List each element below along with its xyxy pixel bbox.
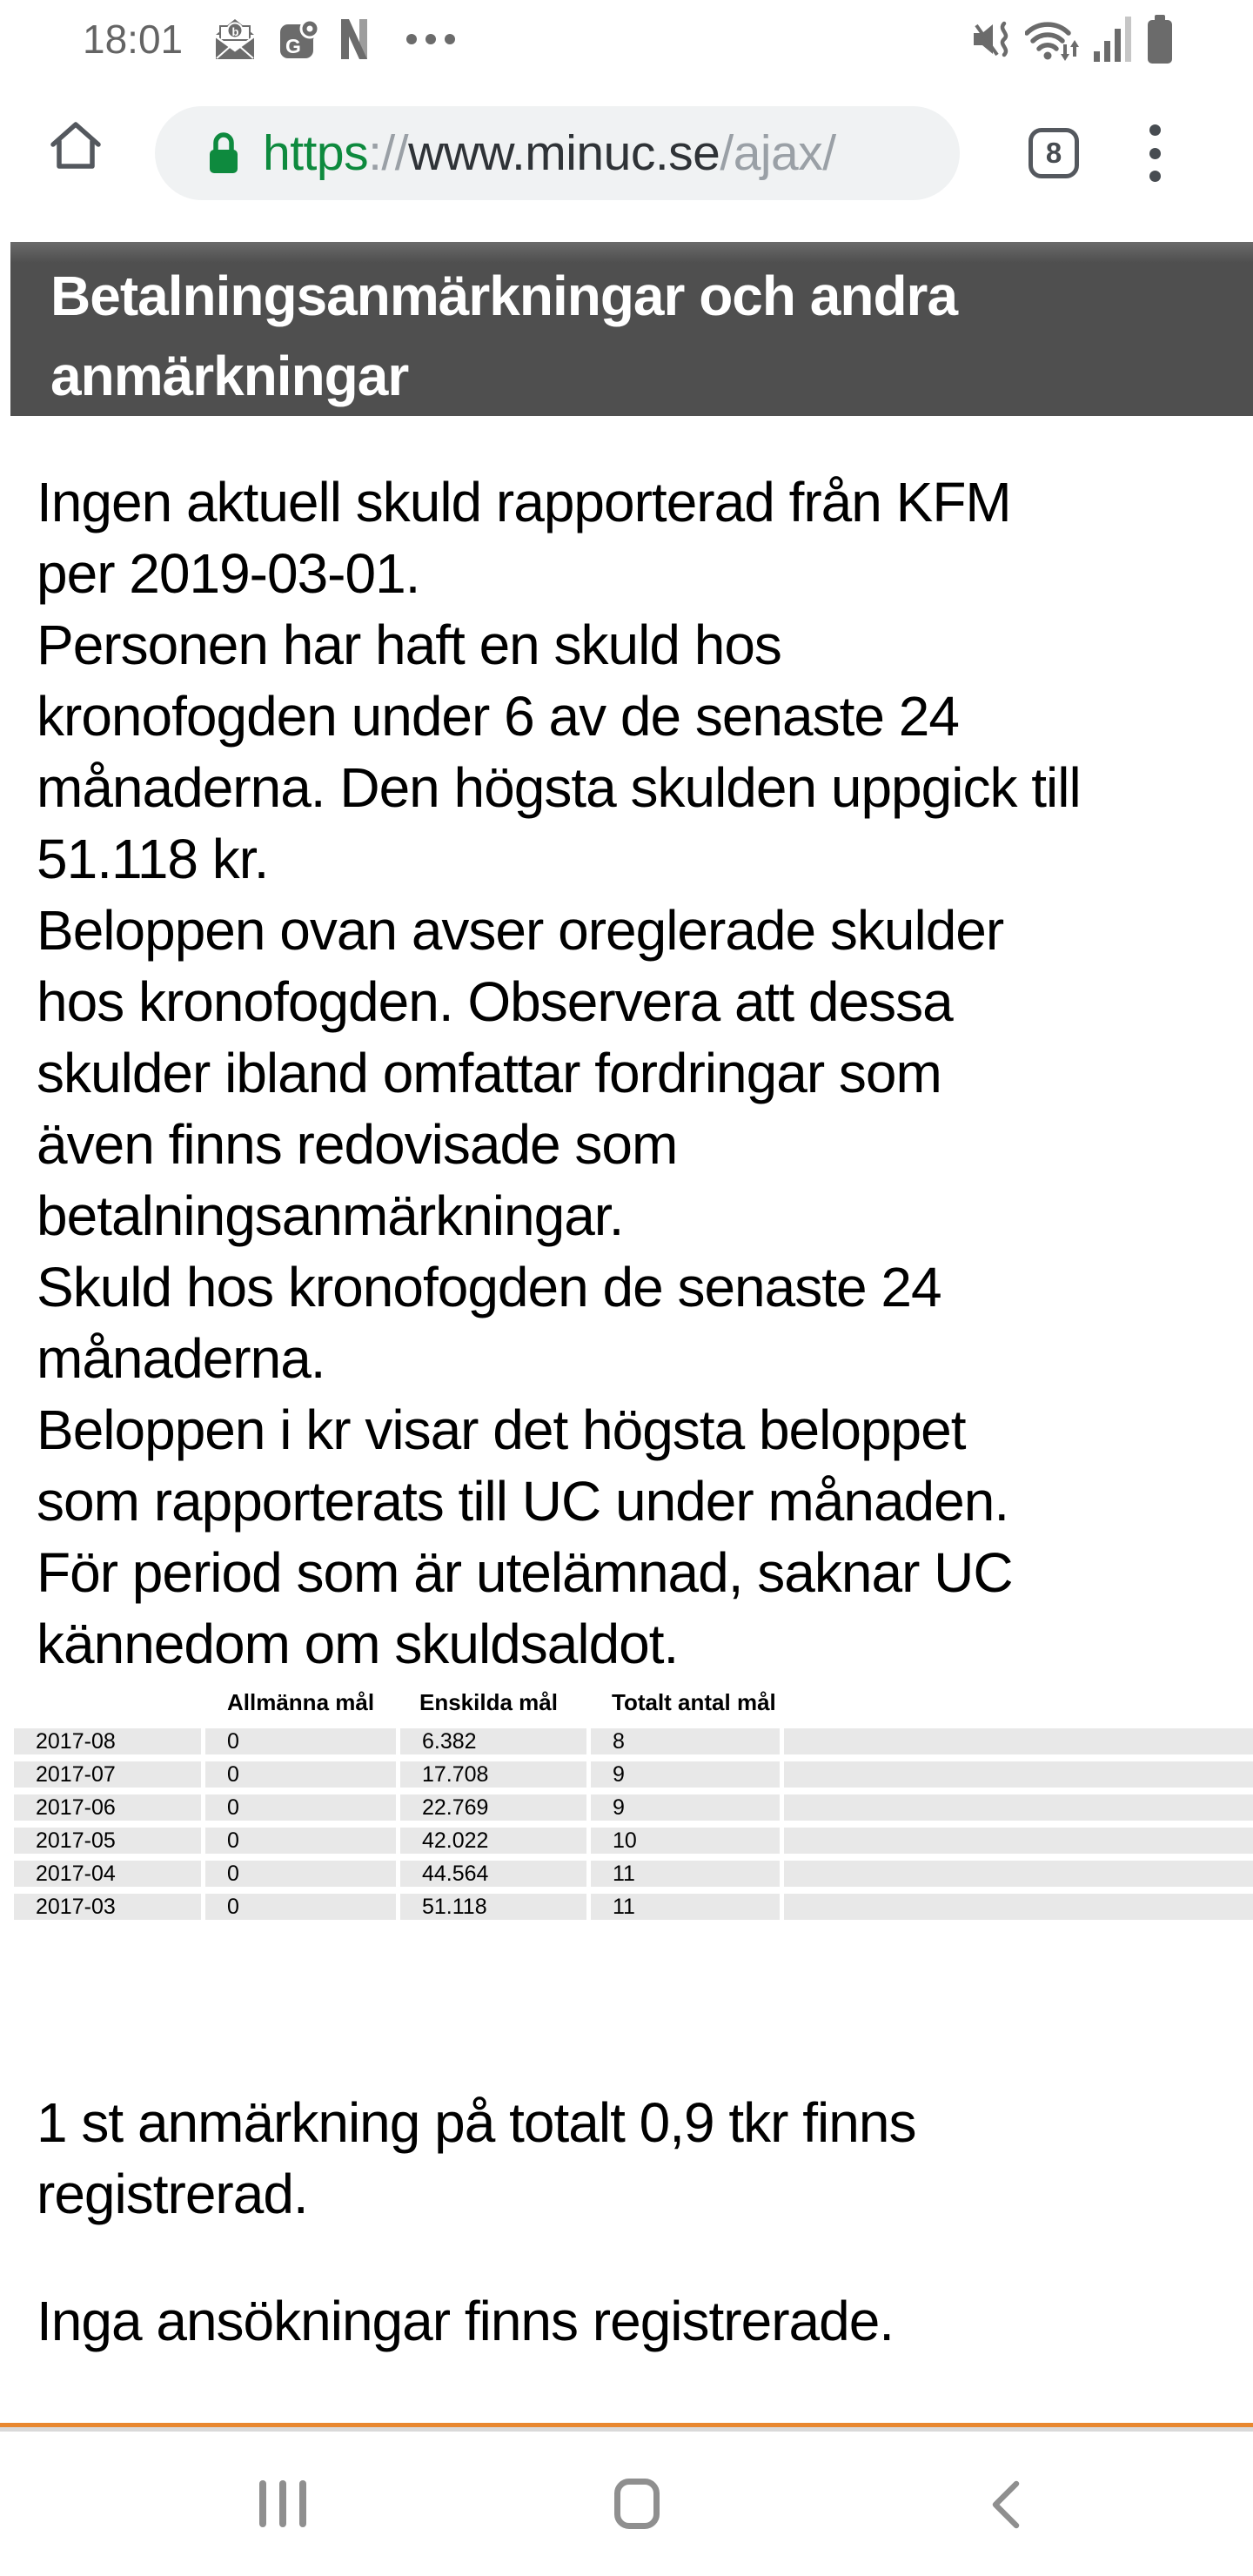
cell-totalt: 9 bbox=[591, 1761, 780, 1788]
report-line: För period som är utelämnad, saknar UC bbox=[37, 1541, 1013, 1604]
menu-dot bbox=[1149, 171, 1161, 182]
table-row bbox=[14, 1761, 1253, 1788]
url-path: /ajax/ bbox=[720, 125, 836, 181]
applications-summary bbox=[37, 2285, 894, 2357]
report-line: som rapporterats till UC under månaden. bbox=[37, 1470, 1009, 1533]
table-row bbox=[14, 1894, 1253, 1920]
cell-filler bbox=[784, 1861, 1253, 1887]
column-header: Totalt antal mål bbox=[612, 1689, 776, 1715]
column-header: Enskilda mål bbox=[419, 1689, 558, 1715]
report-line: hos kronofogden. Observera att dessa bbox=[37, 970, 953, 1033]
cell-enskilda: 6.382 bbox=[400, 1728, 586, 1754]
maps-notification-icon bbox=[278, 18, 320, 60]
url-text bbox=[263, 124, 836, 182]
more-notifications-icon bbox=[405, 33, 456, 45]
cell-allmanna: 0 bbox=[205, 1794, 396, 1821]
android-navigation-bar bbox=[0, 2432, 1253, 2576]
table-row bbox=[14, 1861, 1253, 1887]
section-title-line1: Betalningsanmärkningar och andra bbox=[50, 265, 958, 327]
svg-text:G: G bbox=[285, 35, 302, 57]
report-line: Beloppen i kr visar det högsta beloppet bbox=[37, 1399, 966, 1461]
cell-filler bbox=[784, 1894, 1253, 1920]
browser-toolbar bbox=[0, 78, 1253, 222]
table-row bbox=[14, 1794, 1253, 1821]
cell-enskilda: 22.769 bbox=[400, 1794, 586, 1821]
cell-period: 2017-08 bbox=[14, 1728, 201, 1754]
table-row bbox=[14, 1728, 1253, 1754]
remarks-summary bbox=[37, 2087, 915, 2230]
summary-line: Inga ansökningar finns registrerade. bbox=[37, 2290, 895, 2352]
cellular-signal-icon bbox=[1094, 17, 1132, 62]
report-line: Beloppen ovan avser oreglerade skulder bbox=[37, 899, 1004, 962]
report-line: månaderna. bbox=[37, 1327, 325, 1390]
cell-allmanna: 0 bbox=[205, 1861, 396, 1887]
table-header-row bbox=[14, 1689, 1253, 1728]
report-line: Personen har haft en skuld hos bbox=[37, 614, 781, 676]
cell-totalt: 11 bbox=[591, 1894, 780, 1920]
cell-totalt: 9 bbox=[591, 1794, 780, 1821]
url-host: www.minuc.se bbox=[408, 125, 720, 181]
report-line: månaderna. Den högsta skulden uppgick till bbox=[37, 756, 1081, 819]
mail-notification-icon bbox=[212, 17, 258, 61]
recents-bar bbox=[299, 2480, 306, 2527]
report-line: per 2019-03-01. bbox=[37, 542, 420, 605]
report-line: även finns redovisade som bbox=[37, 1113, 678, 1176]
cell-enskilda: 51.118 bbox=[400, 1894, 586, 1920]
summary-line: registrerad. bbox=[37, 2163, 308, 2225]
status-bar-left bbox=[83, 0, 456, 78]
cell-allmanna: 0 bbox=[205, 1828, 396, 1854]
tab-count: 8 bbox=[1045, 137, 1062, 169]
recents-bar bbox=[259, 2480, 266, 2527]
wifi-icon bbox=[1025, 17, 1079, 62]
netflix-notification-icon bbox=[341, 19, 367, 59]
clock-text: 18:01 bbox=[83, 17, 184, 62]
cell-enskilda: 44.564 bbox=[400, 1861, 586, 1887]
kfm-debt-table bbox=[14, 1689, 1253, 1927]
battery-icon bbox=[1147, 15, 1173, 64]
secure-lock-icon bbox=[205, 130, 242, 177]
recents-bar bbox=[279, 2480, 286, 2527]
cell-totalt: 10 bbox=[591, 1828, 780, 1854]
cell-allmanna: 0 bbox=[205, 1728, 396, 1754]
report-line: 51.118 kr. bbox=[37, 828, 269, 890]
cell-enskilda: 17.708 bbox=[400, 1761, 586, 1788]
browser-menu-button[interactable] bbox=[1149, 124, 1161, 182]
report-line: betalningsanmärkningar. bbox=[37, 1184, 624, 1247]
report-text bbox=[37, 466, 1253, 1680]
cell-period: 2017-07 bbox=[14, 1761, 201, 1788]
cell-filler bbox=[784, 1794, 1253, 1821]
cell-allmanna: 0 bbox=[205, 1761, 396, 1788]
report-line: kronofogden under 6 av de senaste 24 bbox=[37, 685, 959, 748]
url-separator: :// bbox=[368, 125, 409, 181]
cell-period: 2017-03 bbox=[14, 1894, 201, 1920]
cell-allmanna: 0 bbox=[205, 1894, 396, 1920]
column-header: Allmänna mål bbox=[227, 1689, 375, 1715]
menu-dot bbox=[1149, 124, 1161, 136]
recents-button[interactable] bbox=[259, 2480, 306, 2527]
cell-totalt: 11 bbox=[591, 1861, 780, 1887]
tab-switcher-button[interactable] bbox=[1029, 128, 1079, 178]
table-row bbox=[14, 1828, 1253, 1854]
status-bar-right bbox=[972, 0, 1173, 78]
cell-filler bbox=[784, 1728, 1253, 1754]
cell-enskilda: 42.022 bbox=[400, 1828, 586, 1854]
section-header bbox=[10, 242, 1253, 416]
report-line: Ingen aktuell skuld rapporterad från KFM bbox=[37, 471, 1011, 533]
cell-filler bbox=[784, 1761, 1253, 1788]
back-button[interactable] bbox=[985, 2479, 1025, 2531]
cell-filler bbox=[784, 1828, 1253, 1854]
status-bar bbox=[0, 0, 1253, 78]
report-line: kännedom om skuldsaldot. bbox=[37, 1613, 679, 1675]
home-button[interactable] bbox=[48, 118, 104, 172]
home-nav-button[interactable] bbox=[614, 2479, 660, 2529]
mute-vibrate-icon bbox=[972, 19, 1010, 59]
summary-line: 1 st anmärkning på totalt 0,9 tkr finns bbox=[37, 2091, 916, 2154]
cell-period: 2017-04 bbox=[14, 1861, 201, 1887]
cell-period: 2017-06 bbox=[14, 1794, 201, 1821]
report-line: skulder ibland omfattar fordringar som bbox=[37, 1042, 941, 1104]
cell-totalt: 8 bbox=[591, 1728, 780, 1754]
address-bar[interactable] bbox=[155, 106, 960, 200]
report-line: Skuld hos kronofogden de senaste 24 bbox=[37, 1256, 941, 1318]
menu-dot bbox=[1149, 148, 1161, 159]
section-title-line2: anmärkningar bbox=[50, 345, 409, 407]
svg-text:b: b bbox=[231, 25, 239, 38]
url-scheme: https bbox=[263, 125, 369, 181]
cell-period: 2017-05 bbox=[14, 1828, 201, 1854]
